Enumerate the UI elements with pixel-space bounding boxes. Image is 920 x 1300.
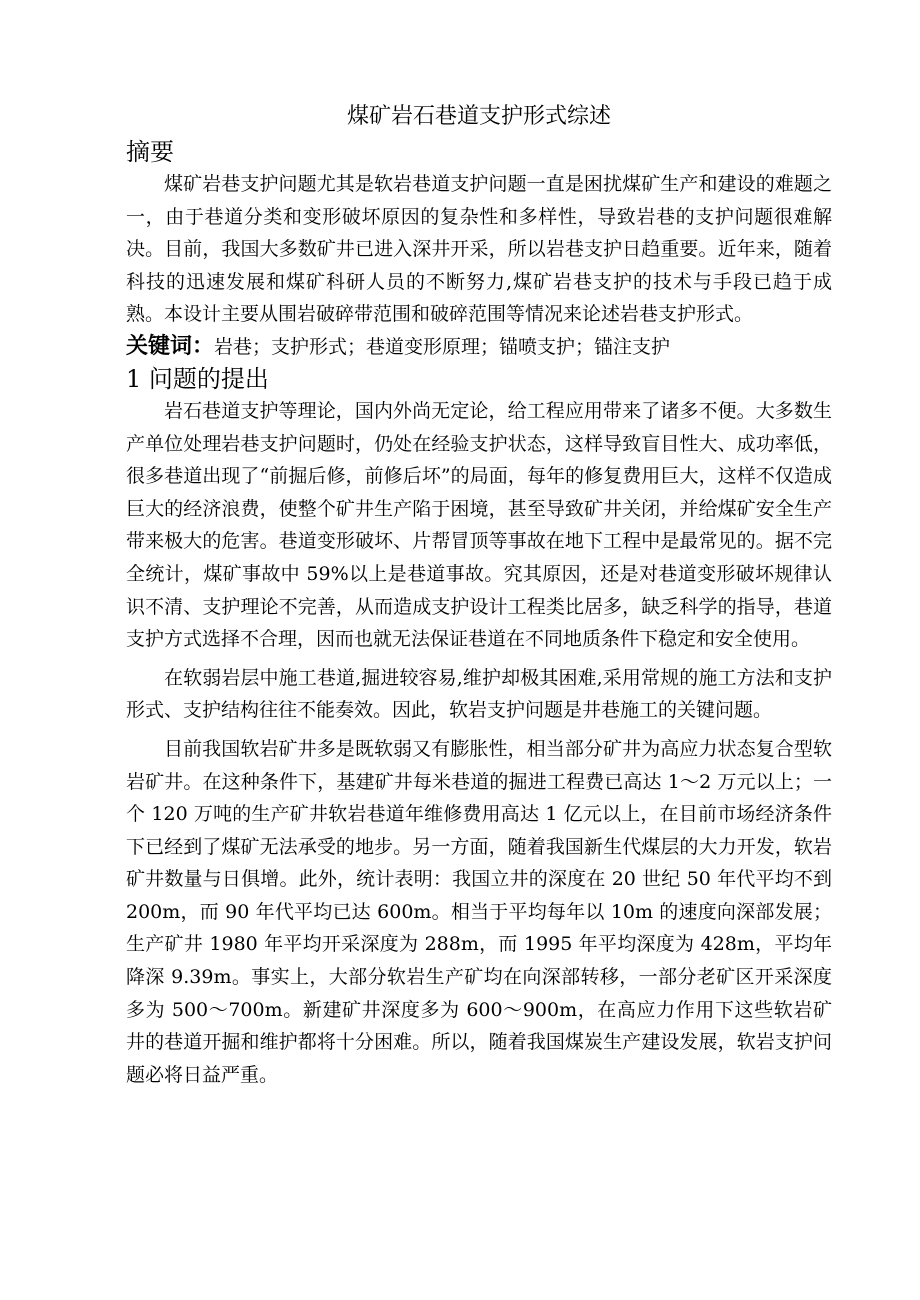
section-1-paragraph: 在软弱岩层中施工巷道,掘进较容易,维护却极其困难,采用常规的施工方法和支护形式、支护结构往往不能奏效。因此，软岩支护问题是井巷施工的关键问题。 — [126, 666, 832, 722]
section-1-paragraph: 目前我国软岩矿井多是既软弱又有膨胀性，相当部分矿井为高应力状态复合型软岩矿井。在这种条件下，基建矿井每米巷道的掘进工程费已高达 1～2 万元以上；一个 120 万吨的生产矿井软岩巷道年维修费用高达 1 亿元以上，在目前市场经济条件下已经到了煤矿无法承受的地步。另一方面，随着我国新生代煤层的大力开发，软岩矿井数量与日俱增。此外，统计表明：我国立井的深度在 20 世纪 50 年代平均不到 200m，而 90 年代平均已达 600m。相当于平均每年以 10m 的速度向深部发展；生产矿井 1980 年平均开采深度为 288m，而 1995 年平均深度为 428m，平均年降深 9.39m。事实上，大部分软岩生产矿均在向深部转移，一部分老矿区开采深度多为 500～700m。新建矿井深度多为 600～900m，在高应力作用下这些软岩矿井的巷道开掘和维护都将十分困难。所以，随着我国煤炭生产建设发展，软岩支护问题必将日益严重。 — [126, 737, 832, 1086]
document-title: 煤矿岩石巷道支护形式综述 — [346, 104, 611, 129]
section-1-heading: 1 问题的提出 — [126, 364, 269, 393]
keywords-label: 关键词： — [126, 333, 215, 359]
keywords-line — [126, 331, 832, 363]
document-page — [126, 98, 832, 1091]
abstract-paragraph: 煤矿岩巷支护问题尤其是软岩巷道支护问题一直是困扰煤矿生产和建设的难题之一，由于巷道分类和变形破坏原因的复杂性和多样性，导致岩巷的支护问题很难解决。目前，我国大多数矿井已进入深井开采，所以岩巷支护日趋重要。近年来，随着科技的迅速发展和煤矿科研人员的不断努力,煤矿岩巷支护的技术与手段已趋于成熟。本设计主要从围岩破碎带范围和破碎范围等情况来论述岩巷支护形式。 — [126, 173, 832, 326]
keywords-value: 岩巷；支护形式；巷道变形原理；锚喷支护；锚注支护 — [214, 335, 671, 358]
section-1-paragraph: 岩石巷道支护等理论，国内外尚无定论，给工程应用带来了诸多不便。大多数生产单位处理岩巷支护问题时，仍处在经验支护状态，这样导致盲目性大、成功率低，很多巷道出现了“前掘后修，前修后坏”的局面，每年的修复费用巨大，这样不仅造成巨大的经济浪费，使整个矿井生产陷于困境，甚至导致矿井关闭，并给煤矿安全生产带来极大的危害。巷道变形破坏、片帮冒顶等事故在地下工程中是最常见的。据不完全统计，煤矿事故中 59%以上是巷道事故。究其原因，还是对巷道变形破坏规律认识不清、支护理论不完善，从而造成支护设计工程类比居多，缺乏科学的指导，巷道支护方式选择不合理，因而也就无法保证巷道在不同地质条件下稳定和安全使用。 — [126, 399, 832, 651]
abstract-heading: 摘要 — [126, 138, 174, 166]
